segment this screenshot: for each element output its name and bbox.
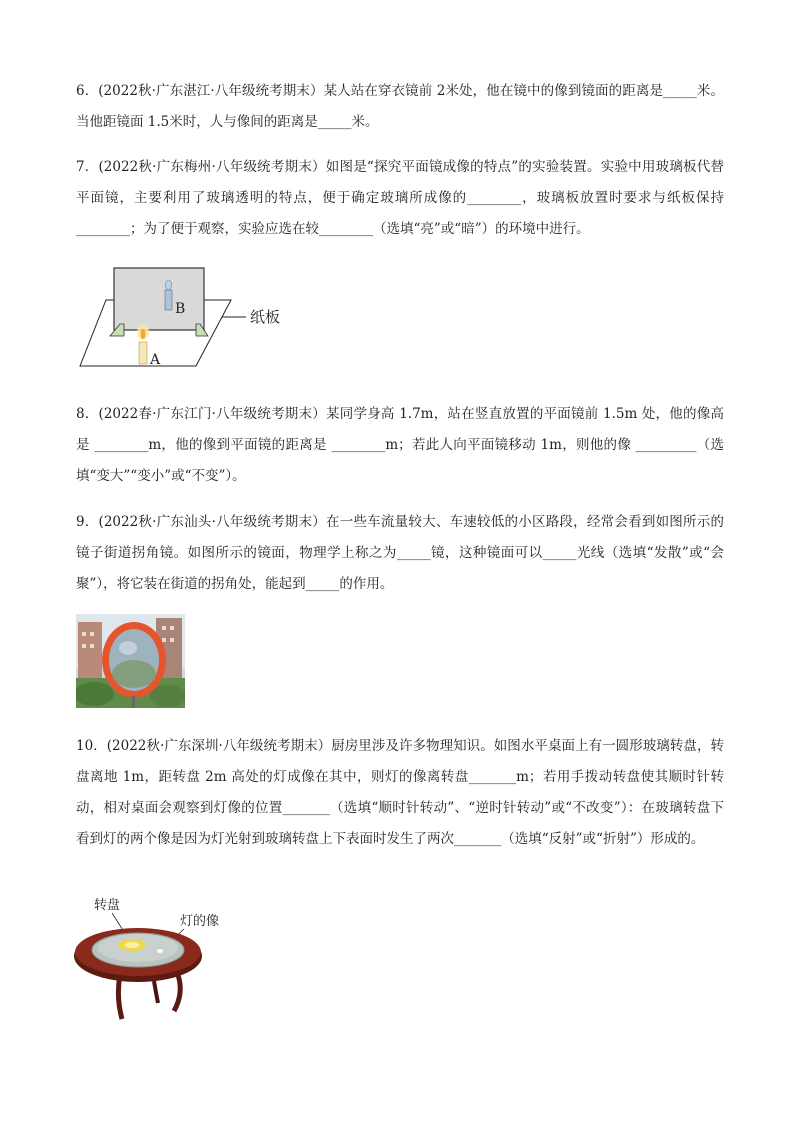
label-lamp-image: 灯的像	[180, 914, 220, 929]
label-b: B	[175, 301, 186, 317]
table-leg-left	[118, 975, 122, 1019]
glass-plate	[114, 268, 204, 330]
glass-turntable-figure	[72, 893, 242, 1023]
plane-mirror-experiment-figure	[76, 262, 306, 374]
candle-b-flame	[166, 280, 172, 290]
candle-a-flame	[141, 329, 146, 339]
question-9: 9．(2022秋·广东汕头·八年级统考期末）在一些车流量较大、车速较低的小区路段，经常会看到如图所示的镜子街道拐角镜。如图所示的镜面，物理学上称之为_____镜，这种镜面可以_____光线（选填“发散”或“会聚”），将它装在街道的拐角处，能起到_____的作用。	[76, 514, 724, 592]
question-7: 7．(2022秋·广东梅州·八年级统考期末）如图是“探究平面镜成像的特点”的实验装置。实验中用玻璃板代替平面镜，主要利用了玻璃透明的特点，便于确定玻璃所成像的________，玻璃板放置时要求与纸板保持________；为了便于观察，实验应选在较________（选填“亮”或“暗”）的环境中进行。	[76, 159, 724, 237]
question-10: 10．(2022秋·广东深圳·八年级统考期末）厨房里涉及许多物理知识。如图水平桌面上有一圆形玻璃转盘，转盘离地 1m，距转盘 2m 高处的灯成像在其中，则灯的像离转盘_______m；若用手拨动转盘使其顺时针转动，相对桌面会观察到灯像的位置_______（选填“顺时针转动”、“逆时针转动”或“不改变”）：在玻璃转盘下看到灯的两个像是因为灯光射到玻璃转盘上下表面时发生了两次_______（选填“反射”或“折射”）形成的。	[76, 738, 724, 847]
candle-a	[139, 342, 147, 364]
candle-b	[165, 290, 172, 310]
table-leg-middle	[154, 981, 158, 1003]
label-a: A	[150, 352, 161, 368]
table-leg-right	[174, 975, 180, 1011]
label-turntable: 转盘	[94, 898, 121, 913]
question-8: 8．(2022春·广东江门·八年级统考期末）某同学身高 1.7m，站在竖直放置的平面镜前 1.5m 处，他的像高是 ________m，他的像到平面镜的距离是 ________m；若此人向平面镜移动 1m，则他的像 _________（选填“变大”“变小”或“不变”）。	[76, 406, 724, 484]
question-6: 6．(2022秋·广东湛江·八年级统考期末）某人站在穿衣镜前 2米处，他在镜中的像到镜面的距离是_____米。当他距镜面 1.5米时，人与像间的距离是_____米。	[76, 83, 724, 130]
convex-corner-mirror-photo	[76, 614, 185, 708]
label-board: 纸板	[250, 308, 281, 326]
